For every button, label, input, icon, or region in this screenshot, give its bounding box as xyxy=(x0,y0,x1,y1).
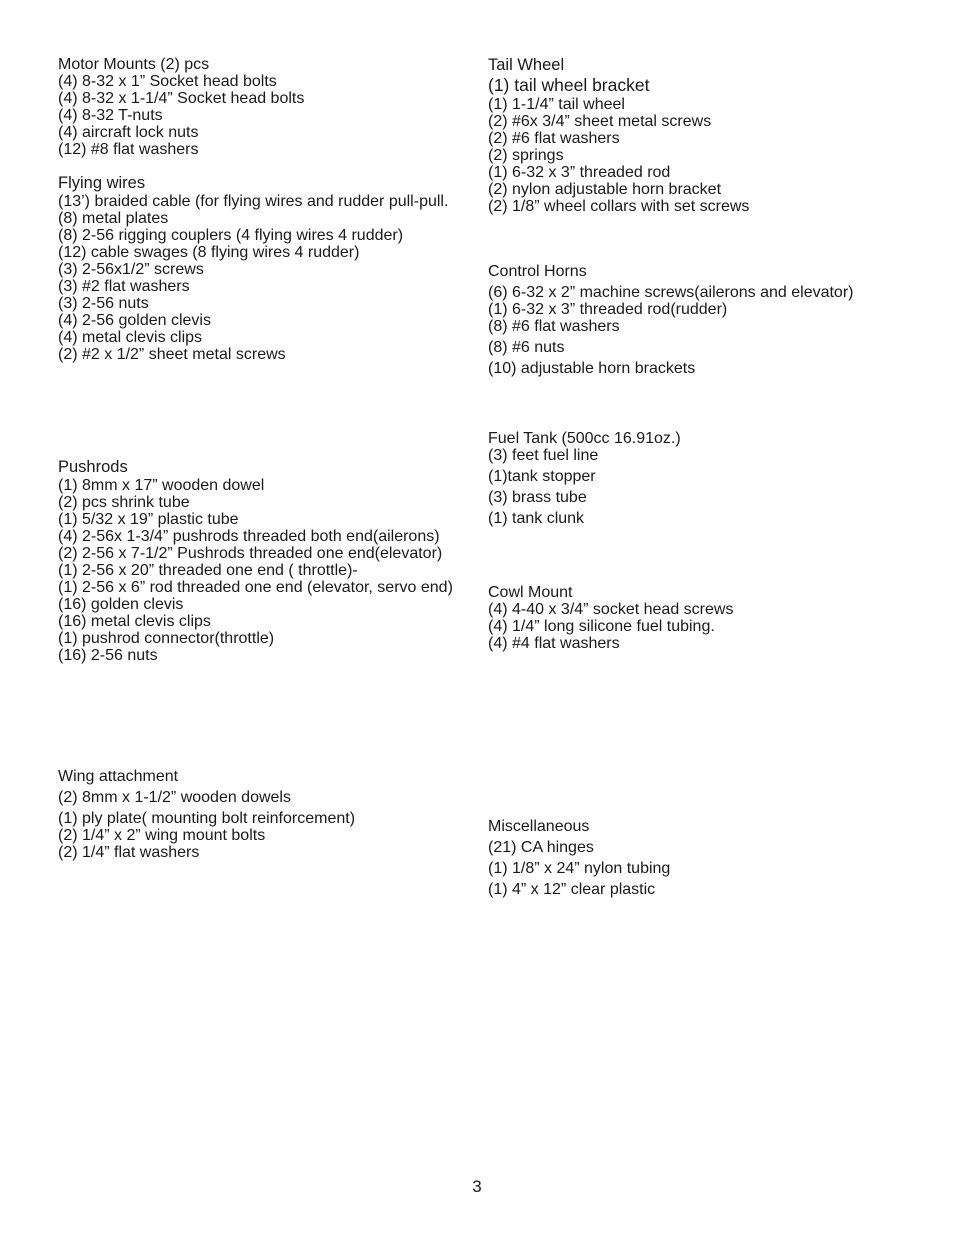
list-item: (8) #6 flat washers xyxy=(488,318,620,335)
list-item: (1)tank stopper xyxy=(488,468,596,485)
list-item: (4) 2-56x 1-3/4” pushrods threaded both end(ailerons) xyxy=(58,528,440,545)
section-title: Tail Wheel xyxy=(488,56,565,74)
list-item: (2) #6x 3/4” sheet metal screws xyxy=(488,113,712,130)
list-item: (1) 1-1/4” tail wheel xyxy=(488,96,625,113)
list-item: (1) 8mm x 17” wooden dowel xyxy=(58,477,265,494)
cowl-mount-section xyxy=(488,584,928,652)
list-item: (8) 2-56 rigging couplers (4 flying wires 4 rudder) xyxy=(58,227,404,244)
list-item: (3) brass tube xyxy=(488,489,587,506)
section-subtitle: (1) tail wheel bracket xyxy=(488,75,650,95)
list-item: (3) #2 flat washers xyxy=(58,278,190,295)
list-item: (2) #2 x 1/2” sheet metal screws xyxy=(58,346,286,363)
list-item: (13’) braided cable (for flying wires and rudder pull-pull. xyxy=(58,193,449,210)
section-title: Wing attachment xyxy=(58,768,179,785)
list-item: (1) 1/8” x 24” nylon tubing xyxy=(488,860,671,877)
list-item: (2) 2-56 x 7-1/2” Pushrods threaded one end(elevator) xyxy=(58,545,443,562)
fuel-tank-section xyxy=(488,430,928,527)
list-item: (2) 1/4” x 2” wing mount bolts xyxy=(58,827,266,844)
control-horns-section xyxy=(488,263,928,377)
list-item: (16) golden clevis xyxy=(58,596,184,613)
list-item: (4) 8-32 x 1” Socket head bolts xyxy=(58,73,277,90)
list-item: (6) 6-32 x 2” machine screws(ailerons and elevator) xyxy=(488,284,854,301)
tail-wheel-section xyxy=(488,56,928,215)
list-item: (16) 2-56 nuts xyxy=(58,647,158,664)
list-item: (2) #6 flat washers xyxy=(488,130,620,147)
section-title: Fuel Tank (500cc 16.91oz.) xyxy=(488,430,681,447)
list-item: (4) 8-32 T-nuts xyxy=(58,107,163,124)
list-item: (1) 4” x 12” clear plastic xyxy=(488,881,656,898)
list-item: (2) nylon adjustable horn bracket xyxy=(488,181,722,198)
list-item: (4) aircraft lock nuts xyxy=(58,124,199,141)
list-item: (16) metal clevis clips xyxy=(58,613,211,630)
list-item: (4) 2-56 golden clevis xyxy=(58,312,211,329)
list-item: (8) metal plates xyxy=(58,210,169,227)
page-number: 3 xyxy=(472,1177,482,1196)
list-item: (1) 5/32 x 19” plastic tube xyxy=(58,511,239,528)
miscellaneous-section xyxy=(488,818,928,898)
list-item: (4) metal clevis clips xyxy=(58,329,203,346)
section-title: Control Horns xyxy=(488,263,587,280)
section-title: Cowl Mount xyxy=(488,584,573,601)
list-item: (2) 8mm x 1-1/2” wooden dowels xyxy=(58,789,291,806)
list-item: (8) #6 nuts xyxy=(488,339,565,356)
list-item: (1) 2-56 x 6” rod threaded one end (elevator, servo end) xyxy=(58,579,453,596)
motor-mounts-section xyxy=(58,56,478,158)
list-item: (1) ply plate( mounting bolt reinforcement) xyxy=(58,810,356,827)
list-item: (3) feet fuel line xyxy=(488,447,599,464)
list-item: (10) adjustable horn brackets xyxy=(488,360,696,377)
list-item: (21) CA hinges xyxy=(488,839,594,856)
wing-attachment-section xyxy=(58,768,478,861)
list-item: (1) pushrod connector(throttle) xyxy=(58,630,275,647)
list-item: (12) #8 flat washers xyxy=(58,141,199,158)
list-item: (2) springs xyxy=(488,147,564,164)
list-item: (3) 2-56 nuts xyxy=(58,295,149,312)
list-item: (2) pcs shrink tube xyxy=(58,494,190,511)
section-title: Flying wires xyxy=(58,174,146,192)
list-item: (1) 2-56 x 20” threaded one end ( throttle)- xyxy=(58,562,358,579)
list-item: (2) 1/8” wheel collars with set screws xyxy=(488,198,750,215)
list-item: (3) 2-56x1/2” screws xyxy=(58,261,204,278)
list-item: (4) #4 flat washers xyxy=(488,635,620,652)
list-item: (4) 1/4” long silicone fuel tubing. xyxy=(488,618,715,635)
list-item: (2) 1/4” flat washers xyxy=(58,844,200,861)
section-title: Motor Mounts (2) pcs xyxy=(58,56,210,73)
flying-wires-section xyxy=(58,174,478,363)
list-item: (1) 6-32 x 3” threaded rod(rudder) xyxy=(488,301,728,318)
list-item: (4) 8-32 x 1-1/4” Socket head bolts xyxy=(58,90,305,107)
list-item: (12) cable swages (8 flying wires 4 rudder) xyxy=(58,244,360,261)
pushrods-section xyxy=(58,458,478,664)
list-item: (4) 4-40 x 3/4” socket head screws xyxy=(488,601,734,618)
section-title: Pushrods xyxy=(58,458,128,476)
list-item: (1) tank clunk xyxy=(488,510,585,527)
section-title: Miscellaneous xyxy=(488,818,590,835)
list-item: (1) 6-32 x 3” threaded rod xyxy=(488,164,671,181)
